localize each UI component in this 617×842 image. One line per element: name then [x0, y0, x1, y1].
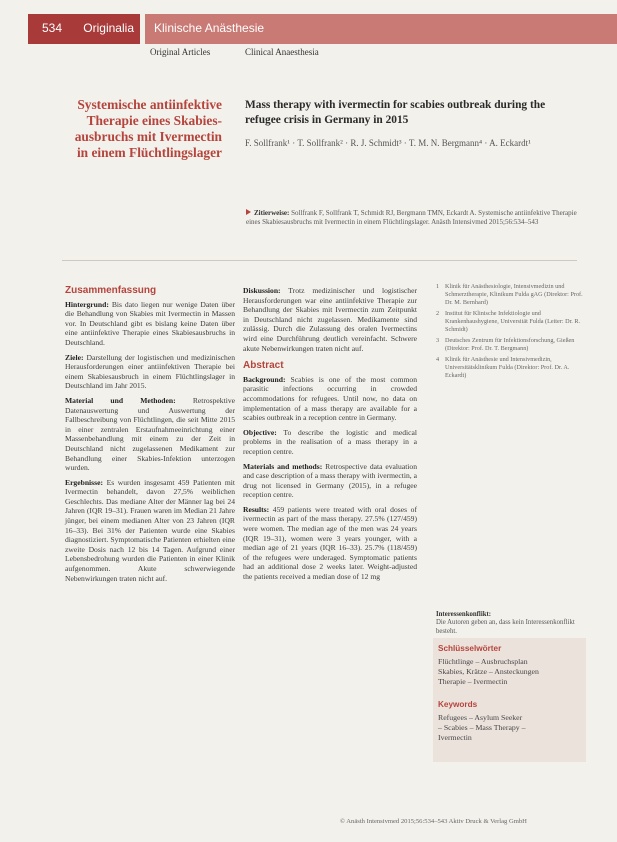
triangle-bullet-icon: [246, 209, 251, 215]
abstract-paragraph: [65, 353, 235, 391]
affiliation-number: 4: [436, 356, 440, 363]
affiliation-number: 2: [436, 310, 440, 317]
paragraph-label: Ziele:: [65, 352, 84, 362]
paragraph-text: Retrospektive Datenauswertung und Auswertung der Fallbeschreibung von Flüchtlingen, die seit Mitte 2015 in einer zentralen Erstaufnahmeeinrichtung einer Massenbehandlung mit einem zu der Zeit in Deutschland nicht zugelassenen Medikament zur Behandlung einer Skabies-Infektion unterzogen wurden.: [65, 395, 235, 473]
citation: [246, 209, 586, 226]
header-label-box: [28, 14, 140, 44]
english-title: Mass therapy with ivermectin for scabies outbreak during the refugee crisis in Germany in 2015: [245, 99, 546, 126]
german-title: [60, 97, 222, 161]
citation-text: Sollfrank F, Sollfrank T, Schmidt RJ, Bergmann TMN, Eckardt A. Systemische antiinfektive Therapie eines Skabiesausbruchs mit Ivermectin in einem Flüchtlingslager. Anästh Intensivmed 2015;56:534–543: [246, 209, 577, 226]
abstract-english-column: [243, 286, 417, 587]
citation-label: Zitierweise:: [254, 209, 290, 217]
german-title-line: ausbruchs mit Ivermectin: [74, 129, 222, 144]
paragraph-label: Ergebnisse:: [65, 477, 103, 487]
conflict-text: Die Autoren geben an, dass kein Interessenkonflikt besteht.: [436, 619, 575, 635]
authors: F. Sollfrank¹ · T. Sollfrank² · R. J. Schmidt³ · T. M. N. Bergmann⁴ · A. Eckardt¹: [245, 138, 531, 148]
paragraph-text: Bis dato liegen nur wenige Daten über die Behandlung von Skabies mit Ivermectin in Massen vor. In Deutschland gibt es bislang keine Daten über eine antiinfektive Therapie eines Skabiesausbruchs in Deutschland.: [65, 299, 235, 347]
german-title-line: Systemische antiinfektive: [77, 97, 222, 112]
keywords-en-list: [438, 713, 581, 743]
paragraph-label: Material und Methoden:: [65, 395, 176, 405]
paragraph-text: Darstellung der logistischen und medizinischen Herausforderungen einer antiinfektiven Therapie bei einem Skabiesausbruch in einem Flüchtlingslager in Deutschland im Jahr 2015.: [65, 352, 236, 391]
keyword-item: Flüchtlinge – Ausbruchsplan: [438, 657, 528, 666]
keyword-item: Refugees – Asylum Seeker: [438, 713, 523, 722]
abstract-paragraph: [65, 300, 235, 348]
keyword-item: Ivermectin: [438, 733, 472, 742]
affiliation-text: Klinik für Anästhesiologie, Intensivmedizin und Schmerztherapie, Klinikum Fulda gAG (Direktor: Prof. Dr. M. Bernhard): [445, 283, 583, 306]
keywords-de-list: [438, 657, 581, 687]
affiliation-number: 3: [436, 337, 440, 344]
conflict-label: Interessenkonflikt:: [436, 611, 492, 618]
category-label: Klinische Anästhesie: [154, 21, 265, 35]
abstract-paragraph: [65, 478, 235, 584]
paragraph-text: 459 patients were treated with oral doses of ivermectin as part of the mass therapy. 27.5% (127/459) were women. The median age of the men was 24 years (IQR 19–31), women were 3 years younger, with a median age of 21 years (IQR 16–33). 25.7% (118/459) of the refugees were underaged. Symptomatic patients had an additional dose 2 weeks later. Weight-adjusted the patients received a median dose of 12 mg: [243, 504, 418, 582]
affiliation-item: [436, 310, 584, 334]
subheader-left: Original Articles: [150, 47, 211, 57]
abstract-english-heading: Abstract: [243, 360, 284, 372]
paragraph-label: Background:: [243, 374, 286, 384]
paragraph-text: Trotz medizinischer und logistischer Herausforderungen war eine antiinfektive Therapie zur Behandlung der Skabies mit Ivermectin zum Zeitpunkt in Deutschland nicht zugelassen. Medikamente sind zulässig. Durch die Zulassung des oralen Ivermectins wird eine Durchführung deutlich vereinfacht. Schwere akute Nebenwirkungen traten nicht auf.: [243, 286, 417, 353]
abstract-paragraph: [243, 505, 417, 582]
header-band: [28, 14, 617, 44]
paragraph-text: Es wurden insgesamt 459 Patienten mit Ivermectin behandelt, davon 27,5% weiblichen Geschlechts. Das mediane Alter der Männer lag bei 24 Jahren (IQR 19–31). Frauen waren im Median 21 Jahre jünger, bei einem medianen Alter von 23 Jahren (IQR 16–33). Bei 31% der Patienten wurde eine Skabies diagnostiziert. Symptomatische Patienten erhielten eine zweite Dosis nach 12 bis 14 Tagen. Aufgrund einer Lebensbedrohung wurden die Patienten in einer Klinik aufgenommen. Akute schwerwiegende Nebenwirkungen traten nicht auf.: [65, 477, 235, 583]
footer: © Anästh Intensivmed 2015;56:534–543 Aktiv Druck & Verlag GmbH: [340, 818, 527, 825]
abstract-paragraph: [65, 396, 235, 473]
affiliation-item: [436, 283, 584, 307]
category-box: [145, 14, 617, 44]
paragraph-label: Results:: [243, 504, 270, 514]
affiliation-number: 1: [436, 283, 440, 290]
abstract-german-column: [65, 286, 235, 588]
paragraph-text: Scabies is one of the most common parasitic infections occurring in crowded accommodations for refugees. Until now, no data on implementation of a mass therapy are available for a scabies outbreak in a reception centre in Germany.: [243, 374, 418, 423]
paragraph-label: Hintergrund:: [65, 299, 109, 309]
keywords-box: [433, 638, 586, 762]
paragraph-label: Diskussion:: [243, 286, 281, 295]
paragraph-label: Objective:: [243, 427, 277, 437]
discussion-paragraph: [243, 286, 417, 353]
abstract-paragraph: [243, 462, 417, 500]
german-title-line: in einem Flüchtlingslager: [76, 145, 222, 160]
keyword-item: – Scabies – Mass Therapy –: [438, 723, 526, 732]
paragraph-label: Materials and methods:: [243, 461, 323, 471]
keyword-item: Skabies, Krätze – Ansteckungen: [438, 667, 539, 676]
abstract-german-heading: Zusammenfassung: [65, 285, 157, 296]
affiliation-text: Institut für Klinische Infektiologie und Krankenhaushygiene, Universität Fulda (Leiter: Dr. R. Schmidt): [445, 310, 581, 333]
abstract-paragraph: [243, 428, 417, 457]
paragraph-text: Retrospective data evaluation and case description of a mass therapy with ivermectin, a drug not licensed in Germany (2015), in a refugee reception centre.: [243, 461, 418, 500]
subheader-right: Clinical Anaesthesia: [245, 47, 319, 57]
affiliation-item: [436, 356, 584, 380]
affiliations: [436, 283, 584, 383]
german-title-line: Therapie eines Skabies-: [86, 113, 222, 128]
affiliation-text: Klinik für Anästhesie und Intensivmedizin, Universitätsklinikum Fulda (Direktor: Prof. Dr. A. Eckardt): [445, 356, 570, 379]
affiliation-item: [436, 337, 584, 353]
paragraph-text: To describe the logistic and medical problems in the realisation of a mass therapy in a reception centre.: [243, 427, 417, 456]
keyword-item: Therapie – Ivermectin: [438, 677, 508, 686]
page-number: 534: [42, 21, 63, 35]
keywords-de-heading: Schlüsselwörter: [438, 644, 502, 653]
conflict-note: [436, 611, 586, 636]
keywords-en-heading: Keywords: [438, 700, 478, 709]
affiliation-text: Deutsches Zentrum für Infektionsforschung, Gießen (Direktor: Prof. Dr. T. Bergmann): [445, 337, 575, 352]
divider: [62, 260, 577, 261]
abstract-paragraph: [243, 375, 417, 423]
section-label: Originalia: [83, 21, 134, 35]
